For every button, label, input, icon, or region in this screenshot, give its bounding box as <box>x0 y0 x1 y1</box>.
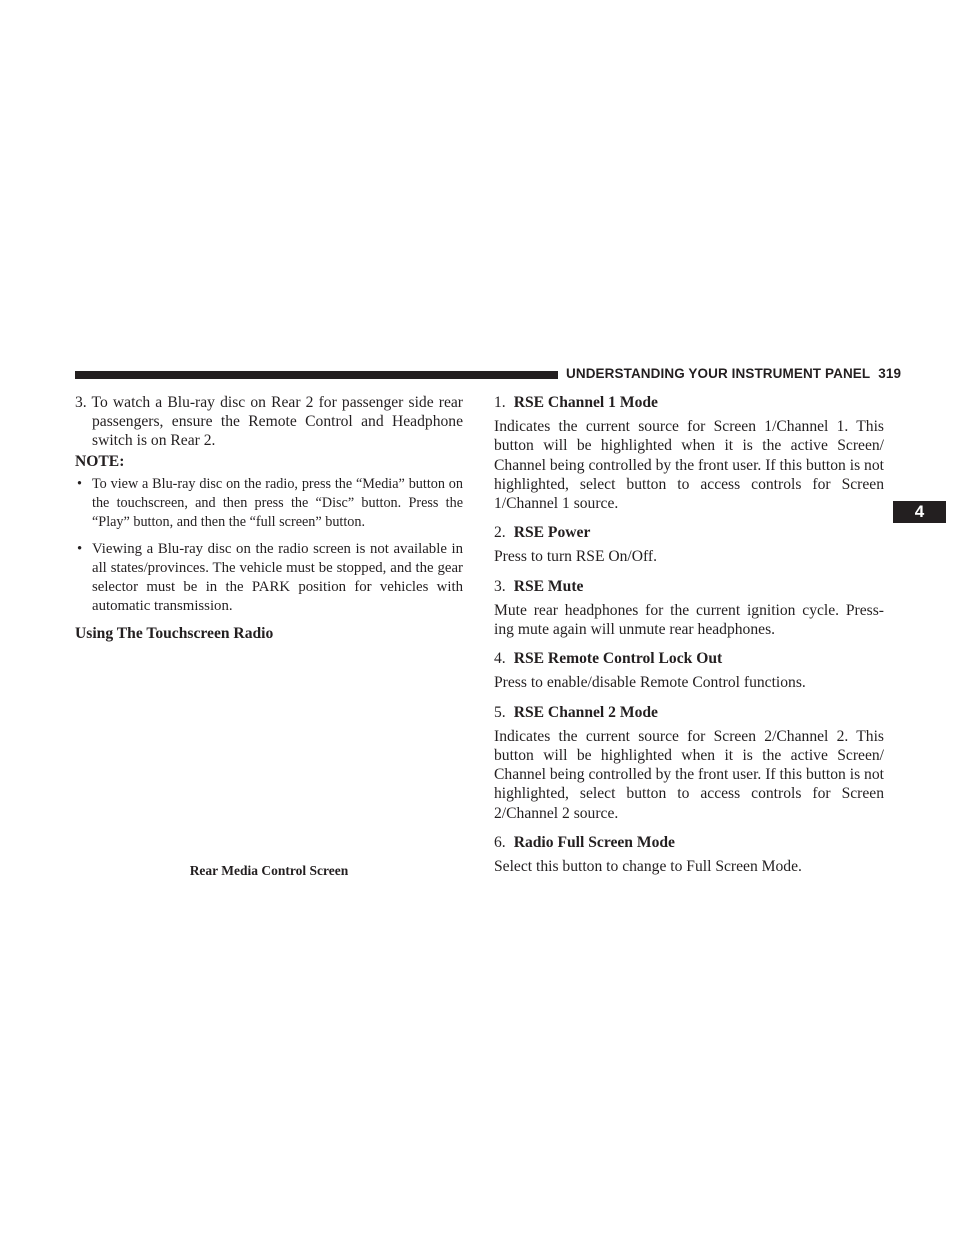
right-column <box>494 393 884 886</box>
note-bullet-list <box>75 475 463 616</box>
item-heading <box>494 833 884 852</box>
note-label: NOTE: <box>75 452 125 470</box>
page-number: 319 <box>878 366 902 381</box>
item-heading <box>494 393 884 412</box>
header-rule <box>75 371 558 379</box>
item-description: Press to enable/disable Remote Control functions. <box>494 674 806 692</box>
item-label: Radio Full Screen Mode <box>513 833 675 851</box>
item-heading <box>494 703 884 722</box>
bullet-icon: • <box>77 475 82 492</box>
section-heading: Using The Touchscreen Radio <box>75 624 274 642</box>
item-description: Indicates the current source for Screen 1/Channel 1. This button will be highlighted when it is the active Screen/ Channel being controlled by the front user. If this button is not highlighted, select button to access controls for Screen 1/Channel 1 source. <box>494 418 884 513</box>
item-number: 6. <box>494 833 506 851</box>
running-header <box>566 366 902 381</box>
item-label: RSE Power <box>513 524 591 542</box>
figure-caption: Rear Media Control Screen <box>189 863 349 878</box>
item-label: RSE Remote Control Lock Out <box>513 650 723 668</box>
item-heading <box>494 523 884 542</box>
bullet-icon: • <box>77 540 83 557</box>
item-number: 1. <box>494 394 506 411</box>
item-description: Press to turn RSE On/Off. <box>494 548 658 566</box>
item-label: RSE Channel 1 Mode <box>513 394 658 411</box>
item-label: RSE Channel 2 Mode <box>513 703 658 721</box>
item-description: Select this button to change to Full Screen Mode. <box>494 858 802 876</box>
item-number: 2. <box>494 524 506 542</box>
note-bullet-text: Viewing a Blu-ray disc on the radio screen is not available in all states/provinces. The vehicle must be stopped, and the gear selector must be in the PARK position for vehicles with automatic transmission. <box>92 540 463 614</box>
item-heading <box>494 649 884 668</box>
chapter-tab: 4 <box>893 501 946 523</box>
left-column <box>75 393 463 643</box>
item-number: 5. <box>494 703 506 721</box>
item-number: 4. <box>494 650 506 668</box>
item-label: RSE Mute <box>513 577 584 595</box>
item-heading <box>494 577 884 596</box>
header-title: UNDERSTANDING YOUR INSTRUMENT PANEL <box>566 366 871 381</box>
note-bullet-item <box>75 475 463 532</box>
note-bullet-text: To view a Blu-ray disc on the radio, press the “Media” button on the touchscreen, and then press the “Disc” button. Press the “Play” button, and then the “full screen” button. <box>92 475 463 530</box>
item-number: 3. <box>494 577 506 595</box>
item-description: Mute rear headphones for the current ignition cycle. Press- ing mute again will unmute rear headphones. <box>494 601 884 639</box>
note-bullet-item <box>75 540 463 616</box>
step-3-text: 3. To watch a Blu-ray disc on Rear 2 for passenger side rear passengers, ensure the Remote Control and Headphone switch is on Rear 2. <box>75 394 463 450</box>
item-description: Indicates the current source for Screen 2/Channel 2. This button will be highlighted when it is the active Screen/ Channel being controlled by the front user. If this button is not highlighted, select button to access controls for Screen 2/Channel 2 source. <box>494 727 884 822</box>
